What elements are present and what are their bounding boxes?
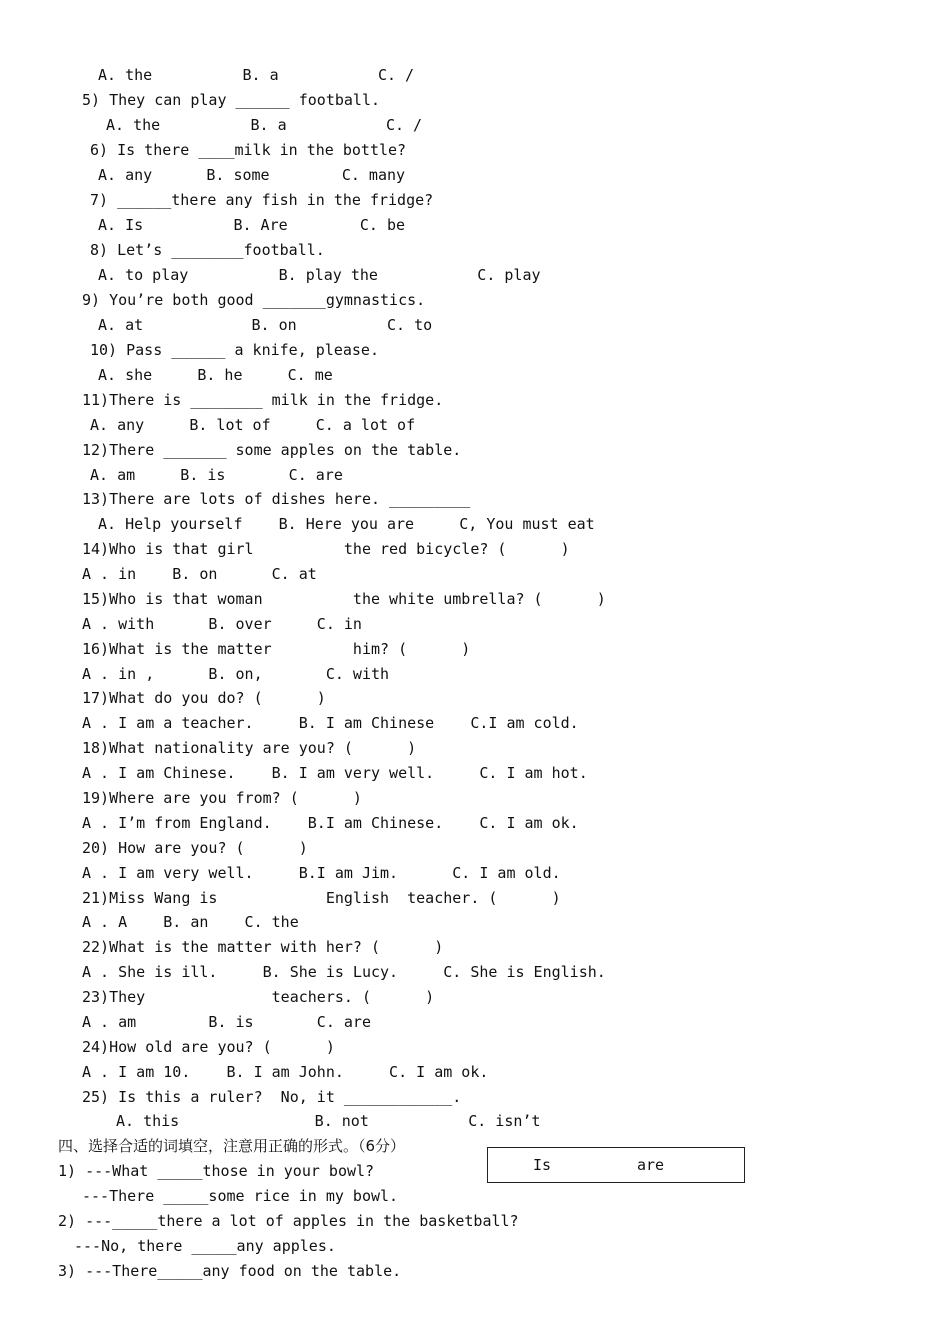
- options-10: A. she B. he C. me: [98, 366, 333, 384]
- options-23: A . am B. is C. are: [82, 1013, 371, 1031]
- options-5: A. the B. a C. /: [106, 116, 423, 134]
- fill-question-2a: 2) ---_____there a lot of apples in the basketball?: [58, 1212, 519, 1230]
- question-5: 5) They can play ______ football.: [82, 91, 381, 109]
- options-15: A . with B. over C. in: [82, 615, 362, 633]
- options-11: A. any B. lot of C. a lot of: [90, 416, 416, 434]
- question-9: 9) You’re both good _______gymnastics.: [82, 291, 426, 309]
- question-13: 13)There are lots of dishes here. _________: [82, 490, 471, 508]
- options-8: A. to play B. play the C. play: [98, 266, 541, 284]
- fill-question-2b: ---No, there _____any apples.: [74, 1237, 336, 1255]
- options-24: A . I am 10. B. I am John. C. I am ok.: [82, 1063, 489, 1081]
- question-19: 19)Where are you from? ( ): [82, 789, 362, 807]
- options-14: A . in B. on C. at: [82, 565, 317, 583]
- options-17: A . I am a teacher. B. I am Chinese C.I am cold.: [82, 714, 579, 732]
- question-6: 6) Is there ____milk in the bottle?: [90, 141, 407, 159]
- options-13: A. Help yourself B. Here you are C, You must eat: [98, 515, 595, 533]
- question-20: 20) How are you? ( ): [82, 839, 308, 857]
- options-7: A. Is B. Are C. be: [98, 216, 406, 234]
- options-25: A. this B. not C. isn’t: [116, 1112, 541, 1130]
- options-21: A . A B. an C. the: [82, 913, 299, 931]
- question-24: 24)How old are you? ( ): [82, 1038, 335, 1056]
- question-25: 25) Is this a ruler? No, it ____________.: [82, 1088, 462, 1106]
- question-22: 22)What is the matter with her? ( ): [82, 938, 444, 956]
- question-10: 10) Pass ______ a knife, please.: [90, 341, 379, 359]
- fill-question-3: 3) ---There_____any food on the table.: [58, 1262, 402, 1280]
- word-box: [487, 1147, 745, 1183]
- options-19: A . I’m from England. B.I am Chinese. C. I am ok.: [82, 814, 579, 832]
- question-15: 15)Who is that woman the white umbrella? ( ): [82, 590, 606, 608]
- question-7: 7) ______there any fish in the fridge?: [90, 191, 434, 209]
- fill-question-1a: 1) ---What _____those in your bowl?: [58, 1162, 375, 1180]
- question-12: 12)There _______ some apples on the table.: [82, 441, 462, 459]
- options-16: A . in , B. on, C. with: [82, 665, 390, 683]
- question-17: 17)What do you do? ( ): [82, 689, 326, 707]
- question-14: 14)Who is that girl the red bicycle? ( ): [82, 540, 570, 558]
- word-box-word-2: are: [637, 1156, 665, 1174]
- question-8: 8) Let’s ________football.: [90, 241, 325, 259]
- question-21: 21)Miss Wang is English teacher. ( ): [82, 889, 561, 907]
- question-23: 23)They teachers. ( ): [82, 988, 435, 1006]
- options-9: A. at B. on C. to: [98, 316, 433, 334]
- text-line: A. the B. a C. /: [98, 66, 415, 84]
- options-20: A . I am very well. B.I am Jim. C. I am old.: [82, 864, 561, 882]
- fill-question-1b: ---There _____some rice in my bowl.: [82, 1187, 399, 1205]
- question-18: 18)What nationality are you? ( ): [82, 739, 417, 757]
- options-6: A. any B. some C. many: [98, 166, 406, 184]
- question-11: 11)There is ________ milk in the fridge.: [82, 391, 444, 409]
- word-box-word-1: Is: [533, 1156, 552, 1174]
- options-22: A . She is ill. B. She is Lucy. C. She is English.: [82, 963, 606, 981]
- question-16: 16)What is the matter him? ( ): [82, 640, 471, 658]
- section-heading: 四、选择合适的词填空，注意用正确的形式。（6分）: [58, 1137, 406, 1155]
- options-18: A . I am Chinese. B. I am very well. C. I am hot.: [82, 764, 588, 782]
- options-12: A. am B. is C. are: [90, 466, 343, 484]
